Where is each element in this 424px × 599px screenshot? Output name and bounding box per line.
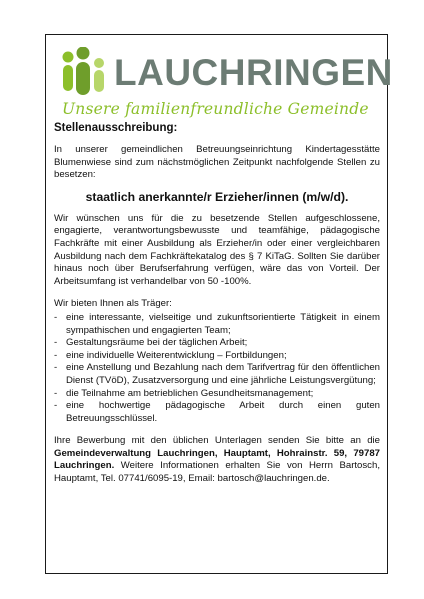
- list-item: - die Teilnahme am betrieblichen Gesundheitsmanagement;: [54, 387, 314, 399]
- list-item: - eine hochwertige pädagogische Arbeit durch einen guten Betreuungsschlüssel.: [54, 400, 380, 424]
- logo-wordmark: LAUCHRINGEN: [114, 52, 393, 93]
- family-figures-icon: [60, 47, 108, 99]
- list-item: - Gestaltungsräume bei der täglichen Arbeit;: [54, 337, 248, 349]
- contact-address: Gemeindeverwaltung Lauchringen, Hauptamt, Hohrainstr. 59, 79787 Lauchringen.: [54, 447, 380, 472]
- job-ad-content: [54, 121, 380, 486]
- closing-text-after: Weitere Informationen erhalten Sie von Herrn Bartosch, Hauptamt, Tel. 07741/6095-19, Email: bartosch@lauchringen.de.: [54, 460, 380, 485]
- page-title: Stellenausschreibung:: [54, 122, 178, 134]
- job-ad-frame: [45, 34, 393, 574]
- position-title: staatlich anerkannte/r Erzieher/innen (m/w/d).: [85, 189, 349, 204]
- benefits-list: [54, 312, 380, 425]
- list-item: - eine interessante, vielseitige und zukunftsorientierte Tätigkeit in einem sympathischen und engagierten Team;: [54, 311, 380, 336]
- closing-paragraph: [54, 435, 380, 485]
- closing-text-before: Ihre Bewerbung mit den üblichen Unterlagen senden Sie bitte an die: [54, 435, 380, 447]
- intro-paragraph: In unserer gemeindlichen Betreuungseinrichtung Kindertagesstätte Blumenwiese sind zum nächstmöglichen Zeitpunkt nachfolgende Stellen zu besetzen:: [54, 144, 380, 181]
- requirements-paragraph: Wir wünschen uns für die zu besetzende Stellen aufgeschlossene, engagierte, verantwortungsbewusste und teamfähige, pädagogische Fachkräfte mit einer Ausbildung als Erzieher/in oder einer vergleichbaren Ausbildung nach dem Fachkräftekatalog des § 7 KiTaG. Sollten Sie darüber hinaus noch über Berufserfahrung verfügen, wäre das von Vorteil. Der Arbeitsumfang ist verhandelbar von 50 -100%.: [54, 212, 380, 287]
- list-item: - eine Anstellung und Bezahlung nach dem Tarifvertrag für den öffentlichen Dienst (TVöD), Zusatzversorgung und eine jährliche Leistungsvergütung;: [54, 362, 380, 386]
- list-item: - eine individuelle Weiterentwicklung – Fortbildungen;: [54, 349, 287, 361]
- offer-intro: Wir bieten Ihnen als Träger:: [54, 298, 172, 310]
- lauchringen-logo: [60, 41, 393, 123]
- logo-tagline: Unsere familienfreundliche Gemeinde: [62, 100, 369, 118]
